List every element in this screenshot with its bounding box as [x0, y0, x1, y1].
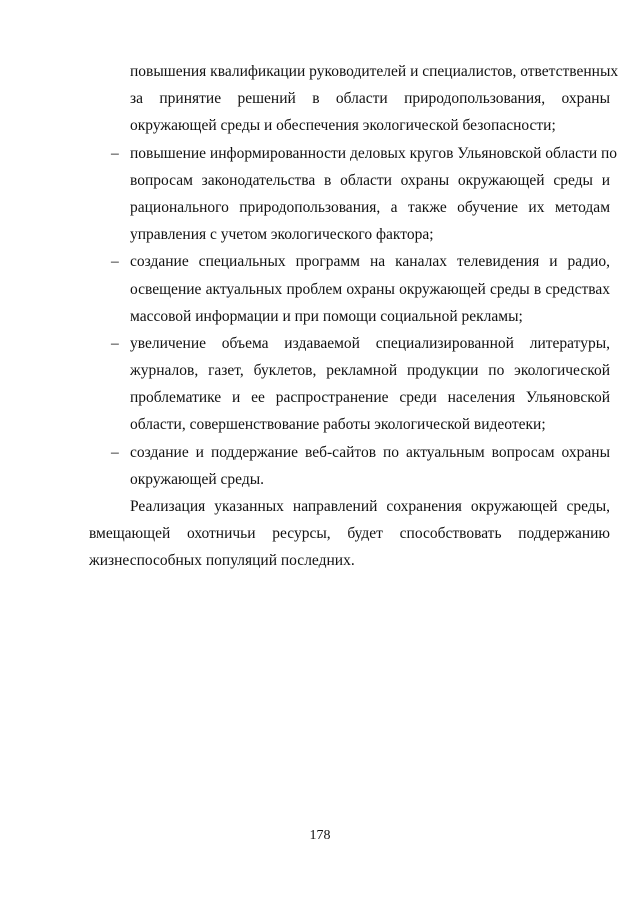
text-line: за принятие решений в области природопользования, охраны [130, 90, 610, 108]
list-dash: – [111, 443, 119, 461]
text-line: создание специальных программ на каналах телевидения и радио, [130, 253, 610, 271]
text-line: увеличение объема издаваемой специализированной литературы, [130, 334, 610, 352]
paragraph-first-line: Реализация указанных направлений сохранения окружающей среды, [130, 498, 610, 515]
text-line: управления с учетом экологического фактора; [130, 226, 434, 244]
text-line: рационального природопользования, а также обучение их методам [130, 198, 610, 216]
text-line: вопросам законодательства в области охраны окружающей среды и [130, 171, 610, 189]
text-line: окружающей среды и обеспечения экологической безопасности; [130, 117, 556, 135]
list-item-line [89, 439, 610, 466]
list-dash: – [111, 334, 119, 352]
text-line: области, совершенствование работы экологической видеотеки; [130, 416, 546, 434]
text-line: повышение информированности деловых кругов Ульяновской области по [130, 144, 618, 162]
text-line: проблематике и ее распространение среди населения Ульяновской [130, 389, 610, 407]
page-number: 178 [309, 828, 331, 843]
list-item-line [89, 330, 610, 357]
text-line: массовой информации и при помощи социальной рекламы; [130, 307, 523, 325]
text-line: окружающей среды. [130, 470, 265, 488]
list-dash: – [111, 253, 119, 271]
list-item-line [89, 248, 610, 275]
text-line: вмещающей охотничьи ресурсы, будет способствовать поддержанию [89, 525, 610, 543]
text-line: журналов, газет, буклетов, рекламной продукции по экологической [130, 362, 610, 380]
text-line: освещение актуальных проблем охраны окружающей среды в средствах [130, 280, 610, 298]
text-line: жизнеспособных популяций последних. [89, 552, 355, 570]
list-dash: – [111, 144, 119, 162]
body-text [89, 58, 619, 575]
text-line: создание и поддержание веб-сайтов по актуальным вопросам охраны [130, 443, 610, 461]
list-item-line [89, 140, 618, 167]
text-line: повышения квалификации руководителей и специалистов, ответственных [130, 63, 619, 80]
